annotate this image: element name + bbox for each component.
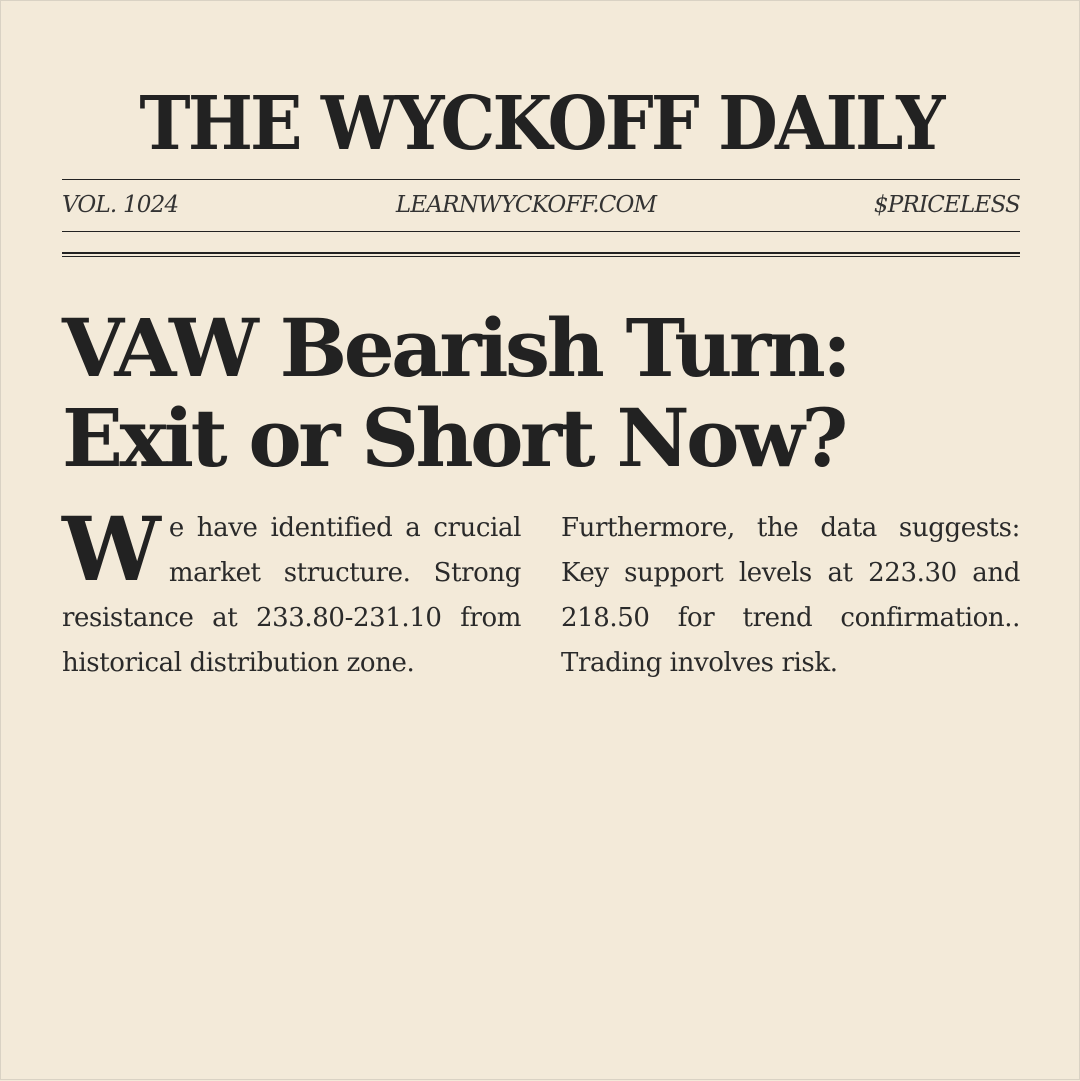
article-column-1: [62, 497, 521, 686]
masthead-rule-top: [62, 179, 1020, 180]
column-1-text: e have identified a crucial market structure. Strong resistance at 233.80-231.10 from historical distribution zone.: [62, 513, 521, 678]
masthead-title: THE WYCKOFF DAILY: [139, 81, 943, 167]
article-column-2: [561, 506, 1020, 686]
newspaper-page: [62, 1, 1020, 1081]
drop-cap: W: [62, 497, 159, 601]
website-label: LEARNWYCKOFF.COM: [395, 192, 657, 218]
volume-label: VOL. 1024: [62, 192, 179, 218]
article-headline: [62, 303, 1020, 483]
headline-line-2: Exit or Short Now?: [62, 391, 845, 485]
double-rule-thin: [62, 256, 1020, 257]
info-bar-rule-bottom: [62, 231, 1020, 232]
article-columns: [62, 497, 1020, 686]
headline-line-1: VAW Bearish Turn:: [62, 301, 849, 395]
double-rule-thick: [62, 252, 1020, 254]
info-bar: [62, 187, 1020, 223]
price-label: $PRICELESS: [873, 192, 1020, 218]
column-2-text: Furthermore, the data suggests: Key support levels at 223.30 and 218.50 for trend confirmation.. Trading involves risk.: [561, 513, 1020, 678]
